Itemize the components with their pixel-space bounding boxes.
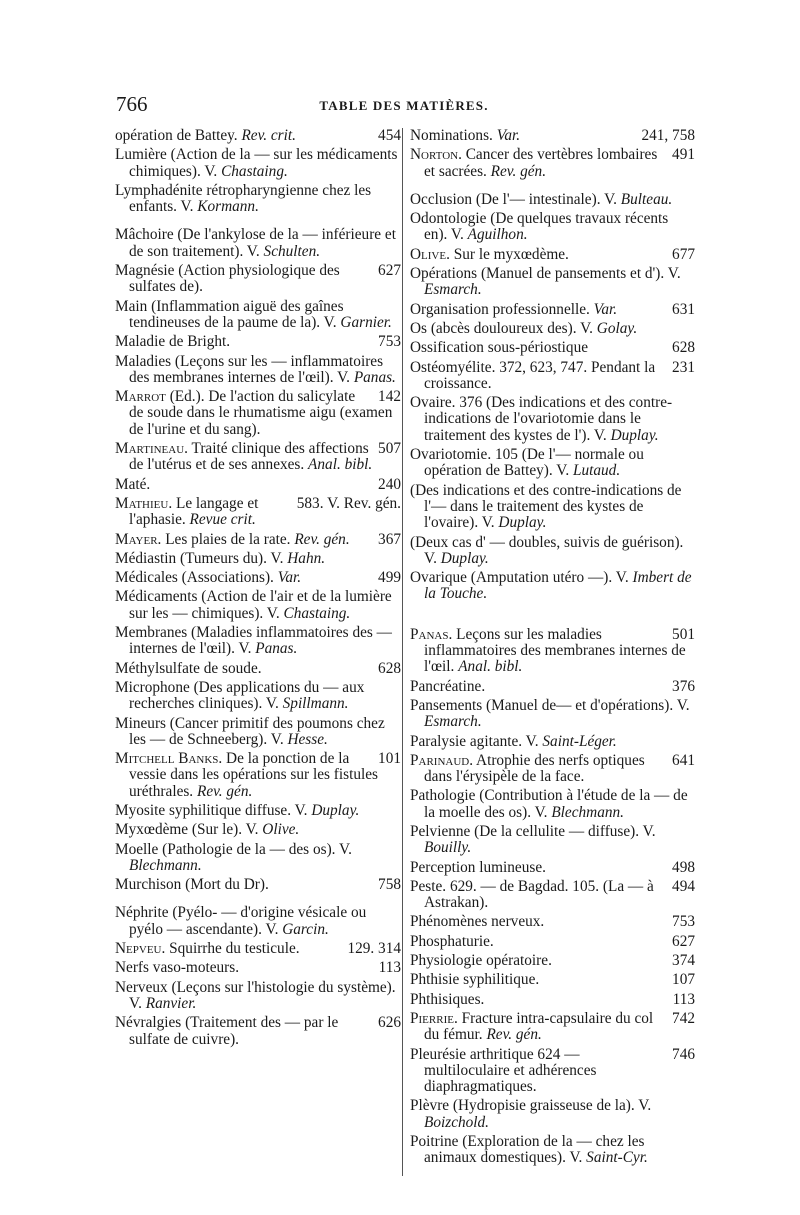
running-title: TABLE DES MATIÈRES.	[319, 98, 489, 113]
entry-text: Phthisie syphilitique.	[410, 971, 540, 989]
entry-author: Marrot	[115, 388, 166, 406]
entry-pages: 626	[378, 1014, 401, 1032]
index-entry	[410, 1098, 695, 1131]
entry-text: Plèvre (Hydropisie graisseuse de la). V.	[410, 1097, 652, 1115]
entry-text: Microphone (Des applications du — aux recherches cliniques). V.	[115, 678, 365, 713]
index-entry	[410, 824, 695, 857]
entry-text: Ovariotomie. 105 (De l'— normale ou opération de Battey). V.	[410, 446, 644, 480]
index-entry	[115, 532, 401, 548]
entry-pages: 753	[672, 913, 695, 931]
entry-text: Pansements (Manuel de— et d'opérations). V.	[410, 696, 690, 714]
index-entry	[115, 716, 401, 749]
entry-reference: Hahn.	[287, 549, 326, 567]
entry-text: Moelle (Pathologie de la — des os). V.	[115, 840, 352, 858]
entry-author: Mitchell Banks	[115, 750, 219, 768]
entry-pages: 628	[378, 659, 401, 677]
entry-pages: 129. 314	[347, 940, 401, 958]
entry-reference: Aguilhon.	[467, 226, 528, 244]
entry-text: Pelvienne (De la cellulite — diffuse). V.	[410, 822, 656, 840]
index-entry	[115, 803, 401, 819]
entry-author: Norton	[410, 146, 459, 164]
entry-text: Odontologie (De quelques travaux récents en). V.	[410, 210, 669, 244]
index-entry	[410, 128, 695, 144]
entry-text: (Des indications et des contre-indications de l'— dans le traitement des kystes de l'ovaire). V.	[410, 481, 682, 532]
entry-pages: 376	[672, 677, 695, 695]
index-entry	[410, 321, 695, 337]
index-entry	[115, 1015, 401, 1048]
entry-reference: Rev. crit.	[241, 127, 296, 144]
entry-author: Nepveu	[115, 940, 162, 958]
entry-reference: Anal. bibl.	[308, 456, 373, 474]
index-entry	[410, 211, 695, 244]
index-entry	[115, 128, 401, 144]
entry-text: . Les plaies de la rate.	[157, 530, 295, 548]
entry-pages: 491	[672, 146, 695, 164]
entry-reference: Garcin.	[282, 920, 329, 938]
entry-reference: Rev. gén.	[486, 1026, 542, 1044]
entry-text: Nominations.	[410, 127, 497, 144]
entry-reference: Olive.	[262, 821, 300, 839]
index-entry	[410, 1011, 695, 1044]
entry-text: . Leçons sur les maladies inflammatoires des membranes internes de l'œil.	[424, 625, 686, 676]
entry-author: Mathieu	[115, 494, 169, 512]
entry-text: Murchison (Mort du Dr).	[115, 876, 269, 894]
entry-text: . Traité clinique des affections de l'utérus et de ses annexes.	[129, 440, 369, 474]
entry-text: Perception lumineuse.	[410, 858, 546, 876]
entry-pages: 241, 758	[641, 127, 695, 144]
index-entry	[410, 395, 695, 444]
entry-reference: Revue crit.	[189, 511, 256, 529]
entry-text: (Ed.). De l'action du salicylate de soude dans le rhumatisme aigu (examen de l'urine et du sang).	[129, 388, 393, 438]
index-entry	[410, 447, 695, 480]
entry-reference: Bouilly.	[424, 839, 472, 857]
index-entry	[115, 751, 401, 800]
index-entry	[410, 302, 695, 318]
index-entry	[115, 842, 401, 875]
entry-text: Os (abcès douloureux des). V.	[410, 319, 597, 337]
index-entry	[410, 972, 695, 988]
entry-reference: Schulten.	[263, 242, 321, 260]
entry-text: Ovaire. 376 (Des indications et des contre-indications de l'ovariotomie dans le traitement des kystes de l'). V.	[410, 394, 673, 444]
entry-text: (Deux cas d' — doubles, suivis de guérison). V.	[410, 533, 684, 567]
index-entry	[115, 980, 401, 1013]
left-column	[115, 128, 401, 1051]
entry-pages: 107	[672, 971, 695, 989]
entry-reference: Duplay.	[498, 514, 547, 532]
entry-text: Mineurs (Cancer primitif des poumons chez les — de Schneeberg). V.	[115, 714, 385, 748]
entry-reference: Rev. gén.	[490, 162, 547, 180]
entry-text: . De la ponction de la vessie dans les opérations sur les fistules uréthrales.	[129, 750, 378, 800]
entry-pages: 583. V. Rev. gén.	[296, 494, 401, 512]
entry-reference: Kormann.	[197, 198, 259, 216]
entry-text: . Le langage et l'aphasie.	[129, 494, 259, 529]
entry-reference: Golay.	[596, 319, 638, 337]
entry-pages: 753	[378, 333, 401, 351]
entry-text: Nerfs vaso-moteurs.	[115, 959, 240, 977]
entry-reference: Var.	[277, 569, 302, 587]
entry-reference: Rev. gén.	[294, 530, 350, 548]
entry-reference: Imbert de la Touche.	[424, 569, 692, 603]
index-entry	[115, 570, 401, 586]
entry-text: Maladie de Bright.	[115, 333, 231, 351]
index-entry	[115, 147, 401, 180]
index-entry	[410, 535, 695, 568]
index-entry	[115, 496, 401, 529]
entry-text: Occlusion (De l'— intestinale). V.	[410, 190, 621, 208]
entry-pages: 113	[378, 959, 401, 977]
entry-text: Médicales (Associations).	[115, 569, 278, 587]
entry-pages: 628	[672, 339, 695, 357]
entry-reference: Saint-Léger.	[542, 732, 617, 750]
entry-text: Lumière (Action de la — sur les médicaments chimiques). V.	[115, 146, 398, 180]
entry-author: Pierrie	[410, 1009, 454, 1027]
index-entry	[410, 753, 695, 786]
entry-text: . Sur le myxœdème.	[446, 245, 569, 263]
entry-pages: 627	[672, 932, 695, 950]
entry-pages: 454	[378, 127, 401, 144]
entry-reference: Duplay.	[311, 801, 360, 819]
entry-pages: 142	[378, 388, 401, 406]
entry-text: Phosphaturie.	[410, 932, 494, 950]
entry-pages: 758	[378, 876, 401, 894]
index-entry	[115, 661, 401, 677]
entry-text: Méthylsulfate de soude.	[115, 659, 262, 677]
entry-author: Mayer	[115, 530, 158, 548]
index-entry	[410, 627, 695, 676]
entry-reference: Panas.	[353, 368, 396, 386]
index-entry	[410, 698, 695, 731]
index-entry	[115, 905, 401, 938]
entry-reference: Panas.	[255, 640, 298, 658]
index-entry	[115, 589, 401, 622]
index-entry	[115, 625, 401, 658]
entry-reference: Chastaing.	[221, 162, 288, 180]
entry-pages: 507	[378, 440, 401, 458]
page-header	[116, 92, 692, 122]
index-entry	[410, 788, 695, 821]
entry-text: Médicaments (Action de l'air et de la lumière sur les — chimiques). V.	[115, 588, 392, 622]
entry-reference: Hesse.	[287, 730, 328, 748]
index-entry	[115, 441, 401, 474]
index-entry	[115, 299, 401, 332]
entry-reference: Esmarch.	[424, 281, 482, 299]
entry-text: Maladies (Leçons sur les — inflammatoires des membranes internes de l'œil). V.	[115, 352, 384, 386]
index-entry	[410, 570, 695, 603]
index-entry	[115, 877, 401, 893]
entry-reference: Saint-Cyr.	[586, 1149, 648, 1167]
entry-pages: 627	[378, 262, 401, 280]
index-entry	[410, 483, 695, 532]
index-entry	[410, 1047, 695, 1096]
index-entry	[115, 551, 401, 567]
entry-text: . Cancer des vertèbres lombaires et sacrées.	[424, 146, 658, 180]
entry-reference: Blechmann.	[551, 803, 624, 821]
index-entry	[410, 860, 695, 876]
index-entry	[410, 934, 695, 950]
entry-reference: Blechmann.	[129, 856, 202, 874]
entry-reference: Spillmann.	[282, 695, 349, 713]
entry-text: Pancréatine.	[410, 677, 486, 695]
entry-text: Maté.	[115, 475, 151, 493]
entry-pages: 374	[672, 952, 695, 970]
index-entry	[410, 734, 695, 750]
entry-author: Panas	[410, 625, 449, 643]
entry-text: Lymphadénite rétropharyngienne chez les enfants. V.	[115, 181, 372, 216]
entry-author: Olive	[410, 245, 447, 263]
entry-pages: 742	[672, 1009, 695, 1027]
entry-text: Ossification sous-périostique	[410, 339, 589, 357]
entry-text: Magnésie (Action physiologique des sulfates de).	[115, 262, 340, 296]
index-entry	[410, 147, 695, 180]
entry-text: Main (Inflammation aiguë des gaînes tendineuses de la paume de la). V.	[115, 297, 344, 331]
entry-text: Membranes (Maladies inflammatoires des — internes de l'œil). V.	[115, 624, 392, 658]
entry-text: . Fracture intra-capsulaire du col du fémur.	[424, 1009, 654, 1044]
entry-reference: Bulteau.	[620, 190, 673, 208]
entry-text: Pleurésie arthritique 624 — multiloculaire et adhérences diaphragmatiques.	[410, 1045, 597, 1096]
entry-author: Parinaud	[410, 751, 470, 769]
entry-pages: 499	[378, 569, 401, 587]
entry-reference: Lutaud.	[572, 462, 621, 480]
entry-reference: Duplay.	[610, 426, 659, 444]
entry-pages: 113	[672, 990, 695, 1008]
entry-text: Peste. 629. — de Bagdad. 105. (La — à Astrakan).	[410, 877, 654, 912]
index-entry	[410, 879, 695, 912]
entry-text: Myosite syphilitique diffuse. V.	[115, 801, 312, 819]
entry-text: . Atrophie des nerfs optiques dans l'érysipèle de la face.	[424, 751, 645, 786]
entry-reference: Var.	[593, 300, 618, 318]
index-entry	[115, 183, 401, 216]
entry-reference: Garnier.	[340, 313, 392, 331]
index-entry	[410, 360, 695, 393]
page-number: 766	[116, 92, 148, 116]
entry-pages: 101	[378, 750, 401, 768]
entry-reference: Anal. bibl.	[458, 658, 523, 676]
entry-text: Phénomènes nerveux.	[410, 913, 545, 931]
entry-pages: 231	[672, 358, 695, 376]
index-entry	[115, 263, 401, 296]
right-column	[410, 128, 695, 1170]
entry-text: Nerveux (Leçons sur l'histologie du système). V.	[115, 978, 396, 1012]
index-entry	[410, 953, 695, 969]
entry-author: Martineau	[115, 440, 185, 458]
entry-pages: 494	[672, 877, 695, 895]
entry-reference: Var.	[496, 127, 521, 144]
entry-pages: 677	[672, 245, 695, 263]
entry-text: Opérations (Manuel de pansements et d'). V.	[410, 265, 681, 283]
index-entry	[115, 334, 401, 350]
entry-pages: 240	[378, 475, 401, 493]
entry-reference: Boizchold.	[424, 1113, 490, 1131]
index-entry	[115, 680, 401, 713]
entry-pages: 367	[378, 530, 401, 548]
index-entry	[410, 192, 695, 208]
entry-reference: Esmarch.	[424, 713, 482, 731]
index-entry	[410, 247, 695, 263]
entry-text: Organisation professionnelle.	[410, 300, 594, 318]
index-entry	[115, 941, 401, 957]
entry-reference: Chastaing.	[283, 604, 351, 622]
index-entry	[115, 227, 401, 260]
entry-pages: 641	[672, 751, 695, 769]
index-entry	[410, 679, 695, 695]
entry-text: Paralysie agitante. V.	[410, 732, 543, 750]
index-entry	[410, 992, 695, 1008]
entry-text: Poitrine (Exploration de la — chez les animaux domestiques). V.	[410, 1133, 645, 1167]
entry-pages: 746	[672, 1045, 695, 1063]
index-entry	[410, 1134, 695, 1167]
entry-reference: Duplay.	[440, 549, 489, 567]
entry-reference: Rev. gén.	[196, 782, 253, 800]
entry-text: Mâchoire (De l'ankylose de la — inférieure et de son traitement). V.	[115, 226, 396, 260]
index-entry	[115, 960, 401, 976]
entry-text: Myxœdème (Sur le). V.	[115, 821, 263, 839]
index-entry	[410, 266, 695, 299]
entry-pages: 631	[672, 300, 695, 318]
entry-text: Ostéomyélite. 372, 623, 747. Pendant la croissance.	[410, 358, 656, 392]
entry-pages: 498	[672, 858, 695, 876]
index-entry	[115, 354, 401, 387]
entry-reference: Ranvier.	[145, 994, 197, 1012]
index-entry	[115, 389, 401, 438]
column-divider	[402, 128, 403, 1176]
index-entry	[410, 914, 695, 930]
entry-text: Phthisiques.	[410, 990, 485, 1008]
entry-pages: 501	[672, 625, 695, 643]
index-entry	[115, 477, 401, 493]
entry-text: . Squirrhe du testicule.	[161, 940, 300, 958]
entry-text: Médiastin (Tumeurs du). V.	[115, 549, 288, 567]
entry-text: Néphrite (Pyélo- — d'origine vésicale ou pyélo — ascendante). V.	[115, 904, 367, 938]
entry-text: Névralgies (Traitement des — par le sulfate de cuivre).	[115, 1014, 339, 1048]
entry-text: Physiologie opératoire.	[410, 952, 552, 970]
entry-text: Pathologie (Contribution à l'étude de la — de la moelle des os). V.	[410, 787, 688, 821]
entry-text: opération de Battey.	[115, 127, 242, 144]
entry-text: Ovarique (Amputation utéro —). V.	[410, 569, 633, 587]
index-entry	[410, 340, 695, 356]
index-entry	[115, 822, 401, 838]
